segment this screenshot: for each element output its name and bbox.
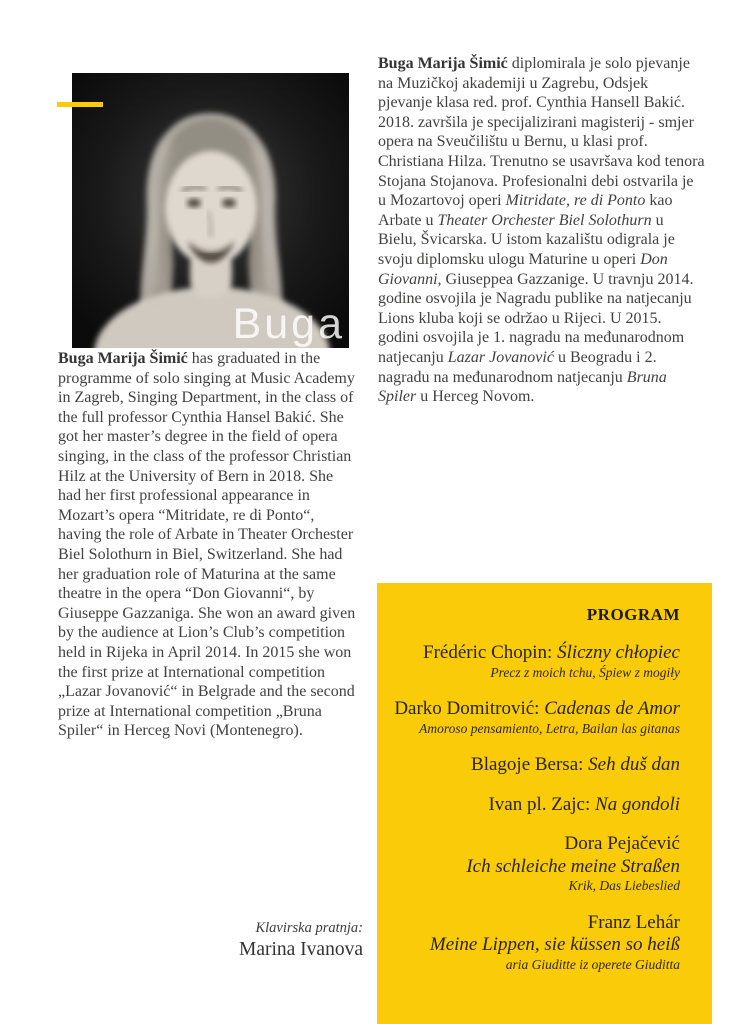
program-entry — [393, 912, 680, 974]
program-entry — [393, 833, 680, 895]
program-entry-sub: Amoroso pensamiento, Letra, Bailan las gitanas — [419, 720, 680, 736]
program-list — [393, 642, 680, 973]
program-entry-main: Frédéric Chopin: Śliczny chłopiec — [423, 642, 680, 663]
program-entry-sub: aria Giuditte iz operete Giuditta — [505, 956, 680, 972]
program-entry-main: Ivan pl. Zajc: Na gondoli — [488, 793, 680, 815]
portrait-photo — [72, 73, 349, 348]
program-entry-sub: Precz z moich tchu, Śpiew z mogiły — [490, 664, 680, 680]
accent-bar — [57, 102, 103, 107]
pianist-credit-label: Klavirska pratnja: — [255, 920, 363, 936]
pianist-name: Marina Ivanova — [239, 939, 363, 960]
pianist-credit — [58, 919, 363, 962]
program-entry-title: Meine Lippen, sie küssen so heiß — [429, 934, 680, 955]
program-entry-title: Ich schleiche meine Straßen — [466, 855, 680, 877]
photo-name-overlay: Buga — [232, 300, 345, 348]
bio-croatian: Buga Marija Šimić diplomirala je solo pjevanje na Muzičkoj akademiji u Zagrebu, Odsjek pjevanje klasa red. prof. Cynthia Hansell Bakić. 2018. završila je specijalizirani magisterij - smjer opera na Sveučilištu u Bernu, u klasi prof. Christiana Hilza. Trenutno se usavršava kod tenora Stojana Stojanova. Profesionalni debi ostvarila je u Mozartovoj operi Mitridate, re di Ponto kao Arbate u Theater Orchester Biel Solothurn u Bielu, Švicarska. U istom kazalištu odigrala je svoju diplomsku ulogu Maturine u operi Don Giovanni, Giuseppea Gazzanige. U travnju 2014. godine osvojila je Nagradu publike na natjecanju Lions kluba koji se održao u Rijeci. U 2015. godini osvojila je 1. nagradu na međunarodnom natjecanju Lazar Jovanović u Beogradu i 2. nagradu na međunarodnom natjecanju Bruna Spiler u Herceg Novom. — [378, 55, 705, 406]
bio-english: Buga Marija Šimić has graduated in the programme of solo singing at Music Academy in Zagreb, Singing Department, in the class of the full professor Cynthia Hansel Bakić. She got her master’s degree in the field of opera singing, in the class of the professor Christian Hilz at the University of Bern in 2018. She had her first professional appearance in Mozart’s opera “Mitridate, re di Ponto“, having the role of Arbate in Theater Orchester Biel Solothurn in Biel, Switzerland. She had her graduation role of Maturina at the same theatre in the opera “Don Giovanni“, by Giuseppe Gazzaniga. She won an award given by the audience at Lion’s Club’s competition held in Rijeka in April 2014. In 2015 she won the first prize at International competition „Lazar Jovanović“ in Belgrade and the second prize at International competition „Bruna Spiler“ in Herceg Novi (Montenegro). — [58, 350, 356, 740]
program-entry — [393, 642, 680, 681]
program-entry — [393, 754, 680, 777]
program-entry-sub: Krik, Das Liebeslied — [568, 878, 680, 893]
program-box — [377, 583, 712, 1024]
program-entry — [393, 794, 680, 817]
program-entry-main: Blagoje Bersa: Seh duš dan — [471, 754, 680, 775]
program-heading: PROGRAM — [586, 605, 680, 624]
program-entry-main: Darko Domitrović: Cadenas de Amor — [394, 698, 680, 719]
program-entry-main: Dora Pejačević — [564, 833, 680, 854]
program-entry — [393, 698, 680, 737]
program-entry-main: Franz Lehár — [587, 911, 680, 933]
